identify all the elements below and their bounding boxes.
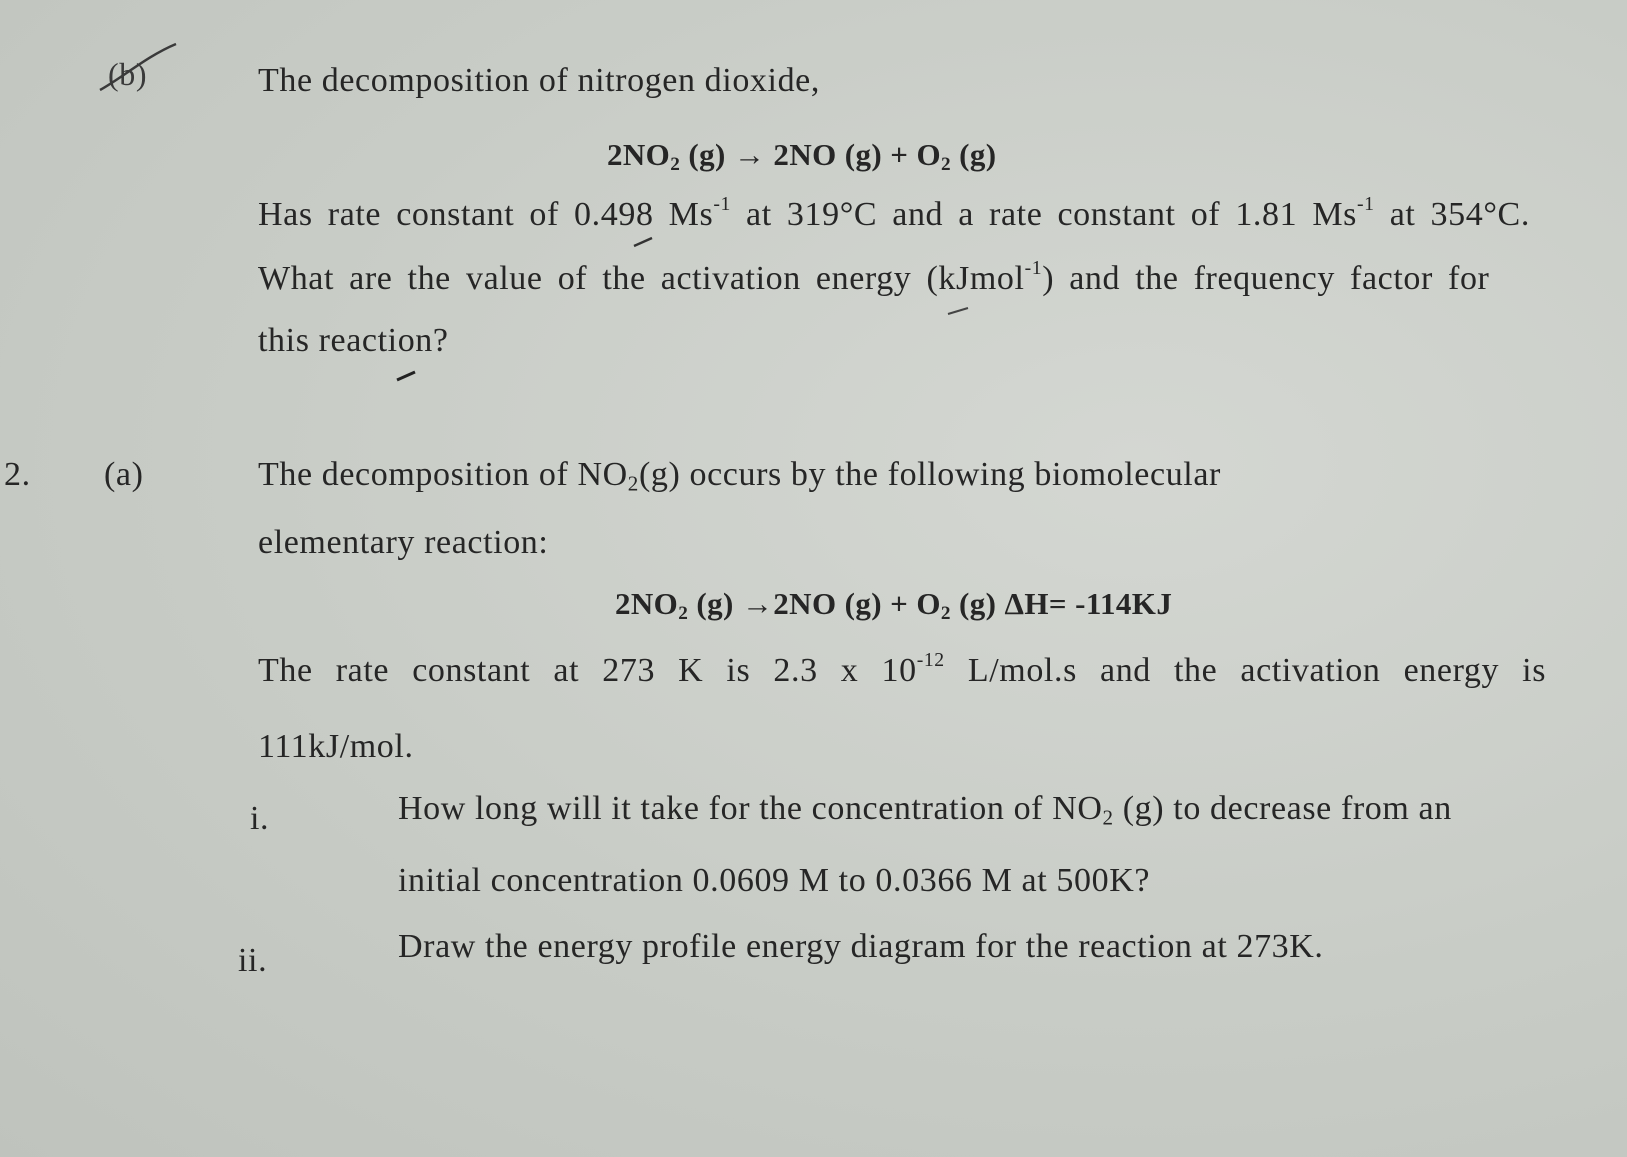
pen-tick bbox=[393, 366, 423, 386]
q1b-question-end: this reaction? bbox=[258, 322, 449, 359]
handwritten-tick-mark bbox=[92, 38, 182, 98]
sub-question-i-label: i. bbox=[250, 800, 270, 837]
q1b-question-line: What are the value of the activation energy (kJmol$^{-1}$) and the frequency factor for bbox=[258, 257, 1490, 297]
part-b-label: (b) bbox=[108, 56, 148, 92]
sub-question-ii-text: Draw the energy profile energy diagram for the reaction at 273K. bbox=[398, 928, 1324, 965]
q2a-equation: $2NO_2$ (g) →2NO $(g) + O_2$ (g) ΔH= -114KJ bbox=[615, 586, 1173, 624]
q2a-rate-line: The rate constant at 273 K is 2.3 x $10^{-12}$ L/mol.s and the activation energy is bbox=[258, 649, 1547, 689]
sub-question-i-text-cont: initial concentration 0.0609 M to 0.0366 M at 500K? bbox=[398, 862, 1151, 899]
q1b-equation: $2NO_2$ (g) → 2NO $(g) + O_2$ (g) bbox=[607, 137, 997, 175]
arrow-icon: → bbox=[741, 586, 774, 621]
arrow-icon: → bbox=[733, 137, 766, 172]
q1b-intro: The decomposition of nitrogen dioxide, bbox=[258, 62, 820, 99]
q1b-rate-line: Has rate constant of 0.498 $Ms^{-1}$ at 319°C and a rate constant of 1.81 $Ms^{-1}$ at 354°C. bbox=[258, 193, 1530, 233]
pen-mark bbox=[630, 232, 660, 252]
q2a-intro: The decomposition of $NO_2(g)$ occurs by the following biomolecular bbox=[258, 456, 1221, 496]
q2a-intro-cont: elementary reaction: bbox=[258, 524, 549, 561]
q2a-rate-line-cont: 111kJ/mol. bbox=[258, 728, 414, 765]
enthalpy-value: ΔH= -114KJ bbox=[1004, 586, 1173, 621]
sub-question-ii-label: ii. bbox=[238, 942, 268, 979]
part-a-label: (a) bbox=[104, 456, 144, 493]
pen-mark bbox=[944, 302, 974, 322]
sub-question-i-text: How long will it take for the concentration of $NO_2$ (g) to decrease from an bbox=[398, 790, 1452, 830]
question-number: 2. bbox=[4, 456, 31, 493]
